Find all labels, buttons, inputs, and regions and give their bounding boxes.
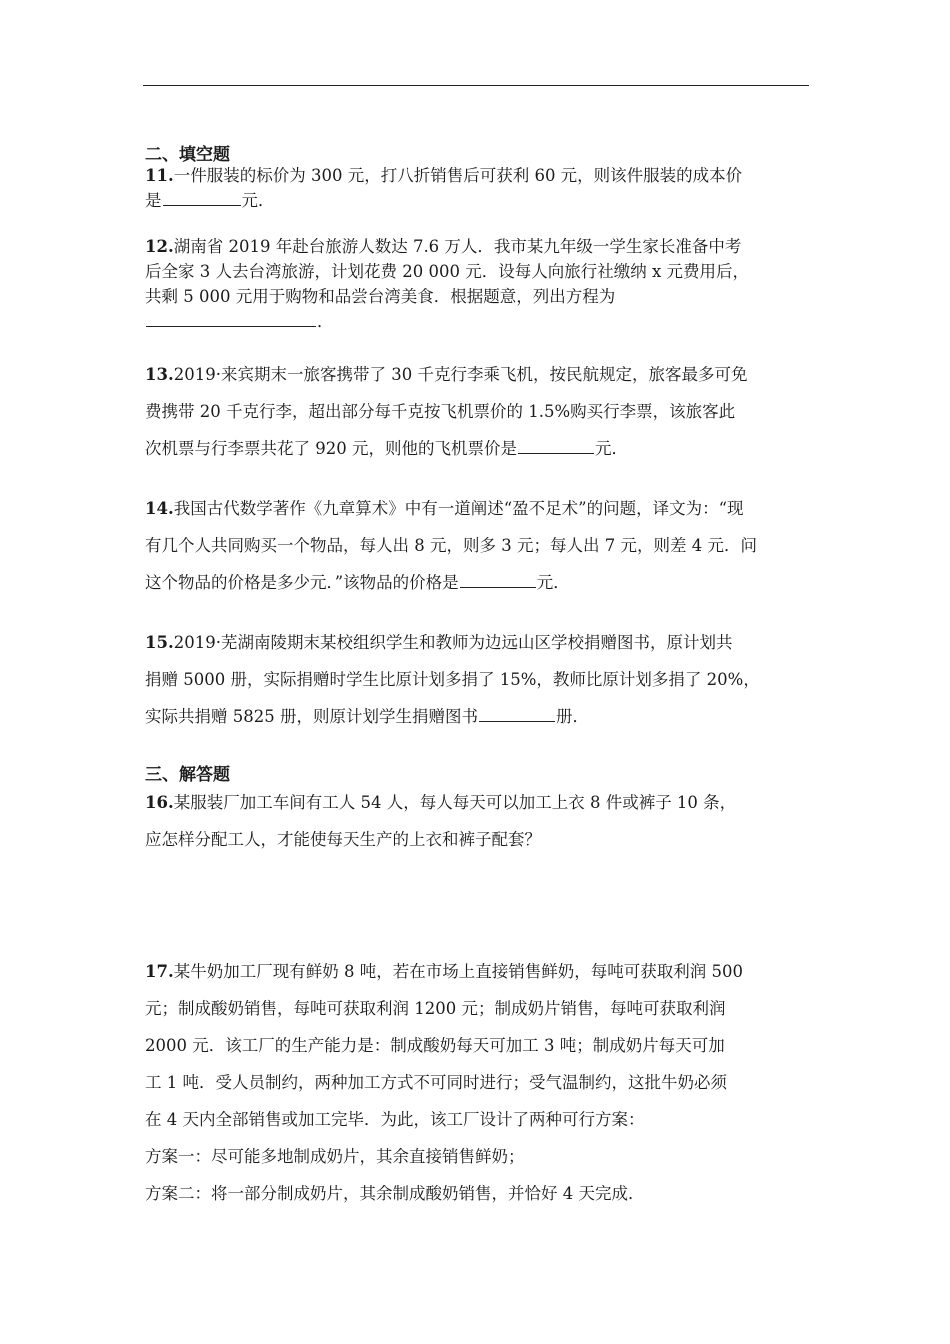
question-text: 元；制成酸奶销售，每吨可获取利润 1200 元；制成奶片销售，每吨可获取利润: [145, 999, 726, 1018]
question-17: [145, 953, 807, 1212]
question-text: ．: [317, 312, 334, 331]
question-text: 实际共捐赠 5825 册，则原计划学生捐赠图书: [145, 707, 478, 726]
question-text: 这个物品的价格是多少元．”该物品的价格是: [145, 573, 459, 592]
question-number: 17.: [145, 962, 174, 981]
question-12: [145, 234, 807, 334]
question-text: 在 4 天内全部销售或加工完毕．为此，该工厂设计了两种可行方案：: [145, 1110, 645, 1129]
section-heading-fill-in: 二、填空题: [145, 145, 230, 165]
question-text: 元．: [241, 191, 275, 210]
question-text: 共剩 5 000 元用于购物和品尝台湾美食．根据题意，列出方程为: [145, 287, 616, 306]
question-number: 12.: [145, 237, 174, 256]
question-number: 11.: [145, 166, 174, 185]
question-text: 某服装厂加工车间有工人 54 人，每人每天可以加工上衣 8 件或裤子 10 条，: [173, 793, 737, 812]
question-text: 某牛奶加工厂现有鲜奶 8 吨，若在市场上直接销售鲜奶，每吨可获取利润 500: [173, 962, 743, 981]
question-text: 元．: [594, 439, 628, 458]
question-text: 有几个人共同购买一个物品，每人出 8 元，则多 3 元；每人出 7 元，则差 4 元．问: [145, 536, 757, 555]
question-text: 方案二：将一部分制成奶片，其余制成酸奶销售，并恰好 4 天完成．: [145, 1184, 645, 1203]
question-13: [145, 356, 807, 467]
question-text: 我国古代数学著作《九章算术》中有一道阐述“盈不足术”的问题，译文为：“现: [173, 499, 744, 518]
question-text: 工 1 吨．受人员制约，两种加工方式不可同时进行；受气温制约，这批牛奶必须: [145, 1073, 727, 1092]
answer-blank[interactable]: [479, 720, 555, 722]
question-16: [145, 784, 807, 858]
question-11: [145, 163, 807, 213]
question-text: 次机票与行李票共花了 920 元，则他的飞机票价是: [145, 439, 517, 458]
question-text: 2000 元．该工厂的生产能力是：制成酸奶每天可加工 3 吨；制成奶片每天可加: [145, 1036, 725, 1055]
header-rule: [143, 85, 809, 86]
answer-blank[interactable]: [460, 586, 536, 588]
question-text: 是: [145, 191, 162, 210]
section-heading-solve: 三、解答题: [145, 765, 230, 785]
question-text: 方案一：尽可能多地制成奶片，其余直接销售鲜奶；: [145, 1147, 525, 1166]
question-text: 2019·芜湖南陵期末某校组织学生和教师为边远山区学校捐赠图书，原计划共: [173, 633, 733, 652]
question-14: [145, 490, 807, 601]
question-text: 后全家 3 人去台湾旅游，计划花费 20 000 元．设每人向旅行社缴纳 x 元费用后，: [145, 262, 750, 281]
question-number: 16.: [145, 793, 174, 812]
question-15: [145, 624, 807, 735]
question-text: 湖南省 2019 年赴台旅游人数达 7.6 万人．我市某九年级一学生家长准备中考: [173, 237, 742, 256]
question-text: 一件服装的标价为 300 元，打八折销售后可获利 60 元，则该件服装的成本价: [173, 166, 743, 185]
question-text: 元．: [536, 573, 570, 592]
answer-blank[interactable]: [518, 452, 594, 454]
question-text: 捐赠 5000 册，实际捐赠时学生比原计划多捐了 15%，教师比原计划多捐了 20%，: [145, 670, 760, 689]
question-text: 册．: [555, 707, 589, 726]
answer-blank[interactable]: [163, 204, 241, 206]
question-text: 应怎样分配工人，才能使每天生产的上衣和裤子配套？: [145, 830, 541, 849]
question-number: 15.: [145, 633, 174, 652]
question-text: 2019·来宾期末一旅客携带了 30 千克行李乘飞机，按民航规定，旅客最多可免: [173, 365, 748, 384]
question-number: 14.: [145, 499, 174, 518]
question-number: 13.: [145, 365, 174, 384]
answer-blank[interactable]: [146, 325, 316, 327]
question-text: 费携带 20 千克行李，超出部分每千克按飞机票价的 1.5%购买行李票，该旅客此: [145, 402, 736, 421]
